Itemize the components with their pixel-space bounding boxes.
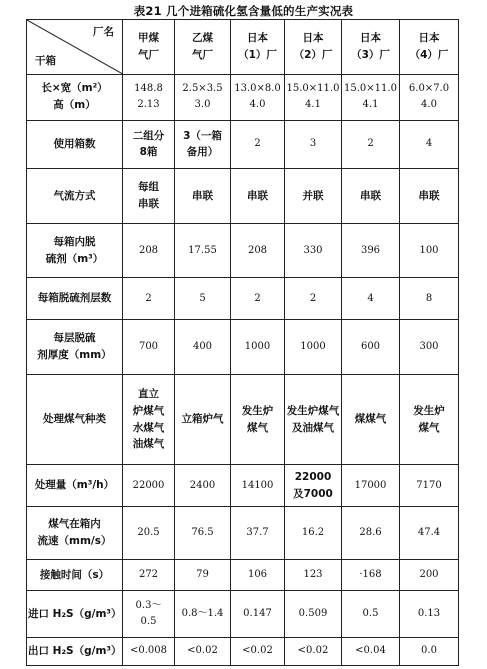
table-cell bbox=[175, 591, 231, 637]
cell-line: 进口 H₂S（g/m³） bbox=[28, 607, 122, 620]
table-cell bbox=[123, 169, 175, 224]
cell-line: 煤气在箱内 bbox=[48, 518, 101, 531]
table-cell bbox=[231, 278, 285, 320]
table-row bbox=[27, 591, 459, 637]
cell-line: 5 bbox=[199, 292, 206, 304]
cell-line: 2 bbox=[309, 292, 317, 304]
cell-line: 47.4 bbox=[417, 527, 441, 539]
cell-line: 每箱脱硫剂层数 bbox=[37, 292, 112, 305]
cell-line: 日本 bbox=[302, 32, 324, 44]
corner-top-label: 厂名 bbox=[93, 26, 114, 38]
row-label bbox=[27, 320, 123, 375]
column-header-2 bbox=[175, 20, 231, 75]
cell-line: 直立 bbox=[138, 388, 159, 401]
table-cell bbox=[342, 559, 400, 591]
table-cell bbox=[123, 591, 175, 637]
cell-line: 2 bbox=[145, 292, 152, 304]
cell-line: 0.3～ bbox=[135, 599, 162, 611]
row-label bbox=[27, 591, 123, 637]
cell-line: 272 bbox=[138, 569, 159, 581]
cell-line: 串联 bbox=[360, 189, 381, 202]
table-cell bbox=[342, 637, 400, 665]
cell-line: 17000 bbox=[354, 479, 387, 491]
cell-line: 煤煤气 bbox=[354, 413, 387, 426]
cell-line: 7170 bbox=[416, 479, 442, 491]
cell-line: 串联 bbox=[192, 189, 213, 202]
table-cell bbox=[342, 320, 400, 375]
cell-line: 及7000 bbox=[293, 487, 333, 500]
cell-line: 接触时间（s） bbox=[39, 568, 110, 581]
cell-line: 4.1 bbox=[362, 99, 379, 111]
cell-line: 4.1 bbox=[305, 99, 321, 111]
cell-line: 0.13 bbox=[417, 607, 441, 619]
cell-line: 200 bbox=[419, 569, 439, 581]
cell-line: 4 bbox=[367, 292, 374, 304]
cell-line: 二组分 bbox=[132, 129, 165, 142]
cell-line: 79 bbox=[196, 569, 209, 581]
cell-line: 长×宽（m²） bbox=[41, 82, 108, 95]
cell-line: 并联 bbox=[302, 189, 324, 202]
table-caption: 表21 几个进箱硫化氢含量低的生产实况表 bbox=[133, 4, 354, 18]
cell-line: 4.0 bbox=[249, 99, 266, 111]
corner-cell bbox=[27, 20, 123, 75]
table-cell bbox=[342, 465, 400, 507]
cell-line: 串联 bbox=[138, 197, 159, 210]
table-cell bbox=[175, 320, 231, 375]
cell-line: 15.0×11.0 bbox=[286, 83, 340, 95]
cell-line: 日本 bbox=[418, 32, 440, 44]
cell-line: 煤气 bbox=[418, 421, 440, 434]
table-cell bbox=[285, 320, 342, 375]
column-header-5 bbox=[342, 20, 400, 75]
table-cell bbox=[285, 637, 342, 665]
cell-line: 2.13 bbox=[137, 99, 160, 111]
cell-line: <0.008 bbox=[129, 645, 167, 657]
table-cell bbox=[231, 465, 285, 507]
cell-line: 1000 bbox=[300, 341, 326, 353]
cell-line: 使用箱数 bbox=[53, 138, 96, 151]
cell-line: （2）厂 bbox=[293, 48, 333, 61]
table-cell bbox=[400, 637, 459, 665]
column-header-1 bbox=[123, 20, 175, 75]
cell-line: 22000 bbox=[132, 479, 165, 491]
table-row bbox=[27, 507, 459, 560]
cell-line: 3.0 bbox=[194, 99, 211, 111]
cell-line: 0.8～1.4 bbox=[181, 607, 224, 619]
table-cell bbox=[231, 74, 285, 120]
cell-line: 甲煤 bbox=[138, 32, 159, 44]
table-cell bbox=[175, 559, 231, 591]
table-cell bbox=[285, 169, 342, 224]
table-cell bbox=[342, 591, 400, 637]
cell-line: 日本 bbox=[360, 32, 381, 44]
cell-line: 148.8 bbox=[134, 83, 163, 95]
column-header-6 bbox=[400, 20, 459, 75]
table-row bbox=[27, 559, 459, 591]
table-cell bbox=[342, 278, 400, 320]
row-label bbox=[27, 559, 123, 591]
table-cell bbox=[342, 74, 400, 120]
row-label bbox=[27, 223, 123, 278]
cell-line: 700 bbox=[138, 341, 159, 353]
table-cell bbox=[175, 637, 231, 665]
cell-line: 硫剂（m³） bbox=[45, 252, 104, 265]
cell-line: 3（一箱 bbox=[183, 129, 222, 142]
cell-line: 22000 bbox=[294, 471, 332, 483]
table-cell bbox=[400, 320, 459, 375]
cell-line: 及油煤气 bbox=[292, 421, 334, 434]
cell-line: 出口 H₂S（g/m³） bbox=[28, 644, 122, 657]
table-cell bbox=[175, 507, 231, 560]
table-cell bbox=[123, 223, 175, 278]
table-cell bbox=[123, 320, 175, 375]
cell-line: 123 bbox=[303, 569, 323, 581]
cell-line: 煤气 bbox=[247, 421, 268, 434]
table-cell bbox=[400, 169, 459, 224]
table-cell bbox=[285, 559, 342, 591]
row-label bbox=[27, 169, 123, 224]
cell-line: 17.55 bbox=[188, 244, 217, 256]
cell-line: 0.5 bbox=[362, 607, 379, 619]
table-cell bbox=[400, 374, 459, 464]
column-header-4 bbox=[285, 20, 342, 75]
table-cell bbox=[285, 74, 342, 120]
table-cell bbox=[123, 559, 175, 591]
table-cell bbox=[342, 120, 400, 168]
row-label bbox=[27, 374, 123, 464]
table-cell bbox=[175, 223, 231, 278]
corner-bottom-label: 干箱 bbox=[35, 54, 56, 67]
cell-line: 100 bbox=[419, 244, 439, 256]
table-cell bbox=[123, 374, 175, 464]
table-cell bbox=[400, 465, 459, 507]
cell-line: 0.5 bbox=[140, 615, 157, 627]
table-cell bbox=[231, 169, 285, 224]
table-row bbox=[27, 278, 459, 320]
table-cell bbox=[231, 223, 285, 278]
table-cell bbox=[400, 591, 459, 637]
cell-line: ·168 bbox=[359, 569, 382, 581]
table-cell bbox=[123, 637, 175, 665]
cell-line: <0.02 bbox=[297, 645, 329, 657]
table-cell bbox=[175, 74, 231, 120]
cell-line: 208 bbox=[247, 244, 268, 256]
cell-line: 发生炉 bbox=[241, 404, 274, 417]
table-cell bbox=[231, 120, 285, 168]
cell-line: 2 bbox=[254, 138, 261, 150]
cell-line: 0.0 bbox=[421, 645, 437, 657]
cell-line: 气厂 bbox=[138, 48, 159, 61]
table-row bbox=[27, 223, 459, 278]
column-header-3 bbox=[231, 20, 285, 75]
cell-line: 水煤气 bbox=[132, 421, 165, 434]
row-label bbox=[27, 74, 123, 120]
cell-line: 日本 bbox=[247, 32, 268, 44]
cell-line: 8箱 bbox=[139, 146, 158, 159]
table-cell bbox=[342, 507, 400, 560]
cell-line: 备用） bbox=[186, 146, 219, 159]
cell-line: 乙煤 bbox=[192, 32, 213, 44]
cell-line: 14100 bbox=[241, 479, 274, 491]
table-cell bbox=[285, 223, 342, 278]
cell-line: 76.5 bbox=[191, 527, 214, 539]
cell-line: 13.0×8.0 bbox=[234, 83, 281, 95]
table-cell bbox=[285, 374, 342, 464]
cell-line: 20.5 bbox=[137, 527, 160, 539]
table-cell bbox=[123, 74, 175, 120]
data-table bbox=[26, 19, 459, 666]
cell-line: 3 bbox=[309, 138, 317, 150]
cell-line: 发生炉 bbox=[413, 404, 445, 417]
table-row bbox=[27, 169, 459, 224]
cell-line: 208 bbox=[138, 244, 159, 256]
cell-line: <0.02 bbox=[242, 645, 273, 657]
table-cell bbox=[175, 278, 231, 320]
cell-line: 300 bbox=[419, 341, 439, 353]
table-cell bbox=[123, 507, 175, 560]
cell-line: （4）厂 bbox=[409, 48, 449, 61]
cell-line: 15.0×11.0 bbox=[344, 83, 397, 95]
table-cell bbox=[231, 320, 285, 375]
cell-line: 流速（mm/s） bbox=[37, 535, 112, 548]
table-cell bbox=[400, 559, 459, 591]
cell-line: 28.6 bbox=[359, 527, 382, 539]
cell-line: 0.509 bbox=[298, 607, 328, 619]
cell-line: 2 bbox=[367, 138, 374, 150]
cell-line: 37.7 bbox=[246, 527, 269, 539]
table-cell bbox=[400, 278, 459, 320]
row-label bbox=[27, 465, 123, 507]
cell-line: （1）厂 bbox=[238, 48, 277, 61]
cell-line: 气厂 bbox=[192, 48, 213, 61]
cell-line: <0.02 bbox=[187, 645, 218, 657]
cell-line: 串联 bbox=[247, 189, 268, 202]
row-label bbox=[27, 637, 123, 665]
row-label bbox=[27, 120, 123, 168]
table-cell bbox=[342, 374, 400, 464]
header-row bbox=[27, 20, 459, 75]
cell-line: 0.147 bbox=[243, 607, 272, 619]
cell-line: 剂厚度（mm） bbox=[37, 349, 112, 362]
table-cell bbox=[285, 591, 342, 637]
table-cell bbox=[123, 278, 175, 320]
table-row bbox=[27, 637, 459, 665]
table-cell bbox=[231, 591, 285, 637]
cell-line: 炉煤气 bbox=[132, 404, 165, 417]
table-row bbox=[27, 120, 459, 168]
cell-line: 立箱炉气 bbox=[181, 413, 224, 426]
table-row bbox=[27, 320, 459, 375]
cell-line: 2400 bbox=[189, 479, 216, 491]
cell-line: 气流方式 bbox=[53, 189, 96, 202]
cell-line: 400 bbox=[192, 341, 213, 353]
table-cell bbox=[342, 169, 400, 224]
table-cell bbox=[285, 278, 342, 320]
cell-line: 106 bbox=[247, 569, 268, 581]
cell-line: 16.2 bbox=[301, 527, 325, 539]
cell-line: 6.0×7.0 bbox=[408, 83, 450, 95]
cell-line: <0.04 bbox=[355, 645, 386, 657]
cell-line: 4 bbox=[425, 138, 433, 150]
table-cell bbox=[342, 223, 400, 278]
cell-line: 处理量（m³/h） bbox=[34, 479, 115, 492]
cell-line: 330 bbox=[303, 244, 323, 256]
table-cell bbox=[175, 374, 231, 464]
cell-line: 600 bbox=[360, 341, 381, 353]
cell-line: 处理煤气种类 bbox=[43, 413, 106, 426]
table-cell bbox=[400, 507, 459, 560]
cell-line: 每层脱硫 bbox=[53, 332, 96, 345]
cell-line: 发生炉煤气 bbox=[286, 404, 340, 417]
table-row bbox=[27, 374, 459, 464]
cell-line: 8 bbox=[425, 292, 433, 304]
table-cell bbox=[175, 465, 231, 507]
cell-line: 每箱内脱 bbox=[53, 235, 96, 248]
table-cell bbox=[400, 120, 459, 168]
cell-line: 2 bbox=[254, 292, 261, 304]
table-cell bbox=[231, 374, 285, 464]
cell-line: （3）厂 bbox=[351, 48, 390, 61]
cell-line: 串联 bbox=[418, 189, 440, 202]
table-row bbox=[27, 465, 459, 507]
table-cell bbox=[285, 465, 342, 507]
table-cell bbox=[231, 559, 285, 591]
cell-line: 1000 bbox=[244, 341, 271, 353]
table-cell bbox=[231, 507, 285, 560]
cell-line: 396 bbox=[360, 244, 381, 256]
table-cell bbox=[400, 223, 459, 278]
table-row bbox=[27, 74, 459, 120]
cell-line: 2.5×3.5 bbox=[182, 83, 223, 95]
row-label bbox=[27, 278, 123, 320]
table-cell bbox=[285, 507, 342, 560]
cell-line: 4.0 bbox=[421, 99, 437, 111]
table-cell bbox=[285, 120, 342, 168]
cell-line: 油煤气 bbox=[132, 438, 165, 451]
cell-line: 高（m） bbox=[53, 99, 96, 112]
table-cell bbox=[175, 169, 231, 224]
row-label bbox=[27, 507, 123, 560]
cell-line: 每组 bbox=[138, 181, 159, 194]
table-cell bbox=[123, 120, 175, 168]
table-cell bbox=[123, 465, 175, 507]
table-cell bbox=[231, 637, 285, 665]
table-cell bbox=[400, 74, 459, 120]
table-cell bbox=[175, 120, 231, 168]
